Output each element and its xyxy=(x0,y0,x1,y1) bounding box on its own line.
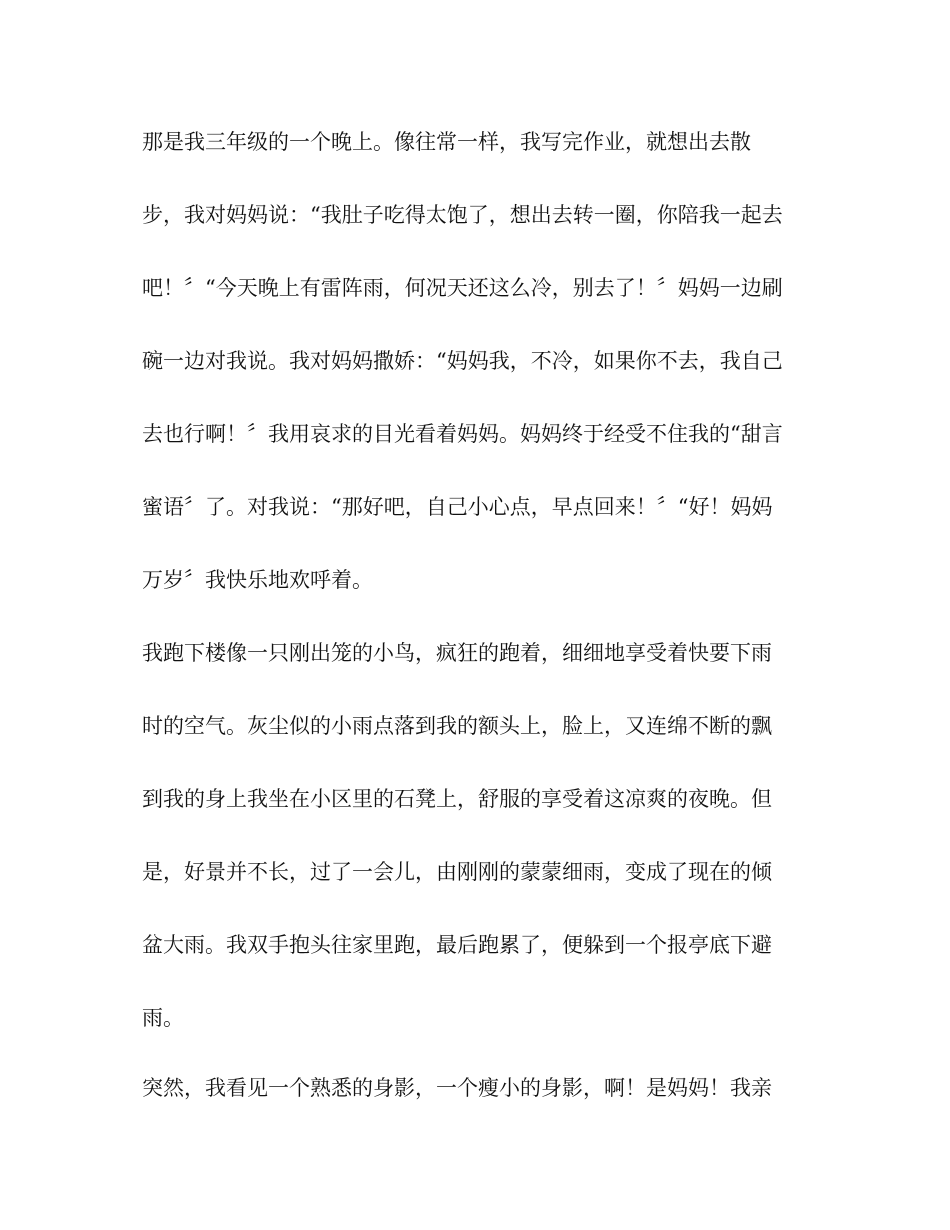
text-line: 步，我对妈妈说：“我肚子吃得太饱了，想出去转一圈，你陪我一起去 xyxy=(142,203,783,227)
text-line: 那是我三年级的一个晚上。像往常一样，我写完作业，就想出去散 xyxy=(142,130,751,154)
text-line: 吧！〞“今天晚上有雷阵雨，何况天还这么冷，别去了！〞妈妈一边刷 xyxy=(142,276,783,300)
text-line: 蜜语〞了。对我说：“那好吧，自己小心点，早点回来！〞“好！妈妈 xyxy=(142,495,773,519)
text-line: 是，好景并不长，过了一会儿，由刚刚的蒙蒙细雨，变成了现在的倾 xyxy=(142,860,772,884)
text-line: 碗一边对我说。我对妈妈撒娇：“妈妈我，不冷，如果你不去，我自己 xyxy=(142,349,783,373)
text-line: 万岁〞我快乐地欢呼着。 xyxy=(142,568,373,592)
text-line: 到我的身上我坐在小区里的石凳上，舒服的享受着这凉爽的夜晚。但 xyxy=(142,787,772,811)
text-line: 突然，我看见一个熟悉的身影，一个瘦小的身影，啊！是妈妈！我亲 xyxy=(142,1076,772,1100)
text-line: 盆大雨。我双手抱头往家里跑，最后跑累了，便躲到一个报亭底下避 xyxy=(142,933,772,957)
text-line: 我跑下楼像一只刚出笼的小鸟，疯狂的跑着，细细地享受着快要下雨 xyxy=(142,641,772,665)
text-line: 时的空气。灰尘似的小雨点落到我的额头上，脸上，又连绵不断的飘 xyxy=(142,714,772,738)
text-line: 去也行啊！〞我用哀求的目光看着妈妈。妈妈终于经受不住我的“甜言 xyxy=(142,422,783,446)
text-line: 雨。 xyxy=(142,1006,184,1030)
